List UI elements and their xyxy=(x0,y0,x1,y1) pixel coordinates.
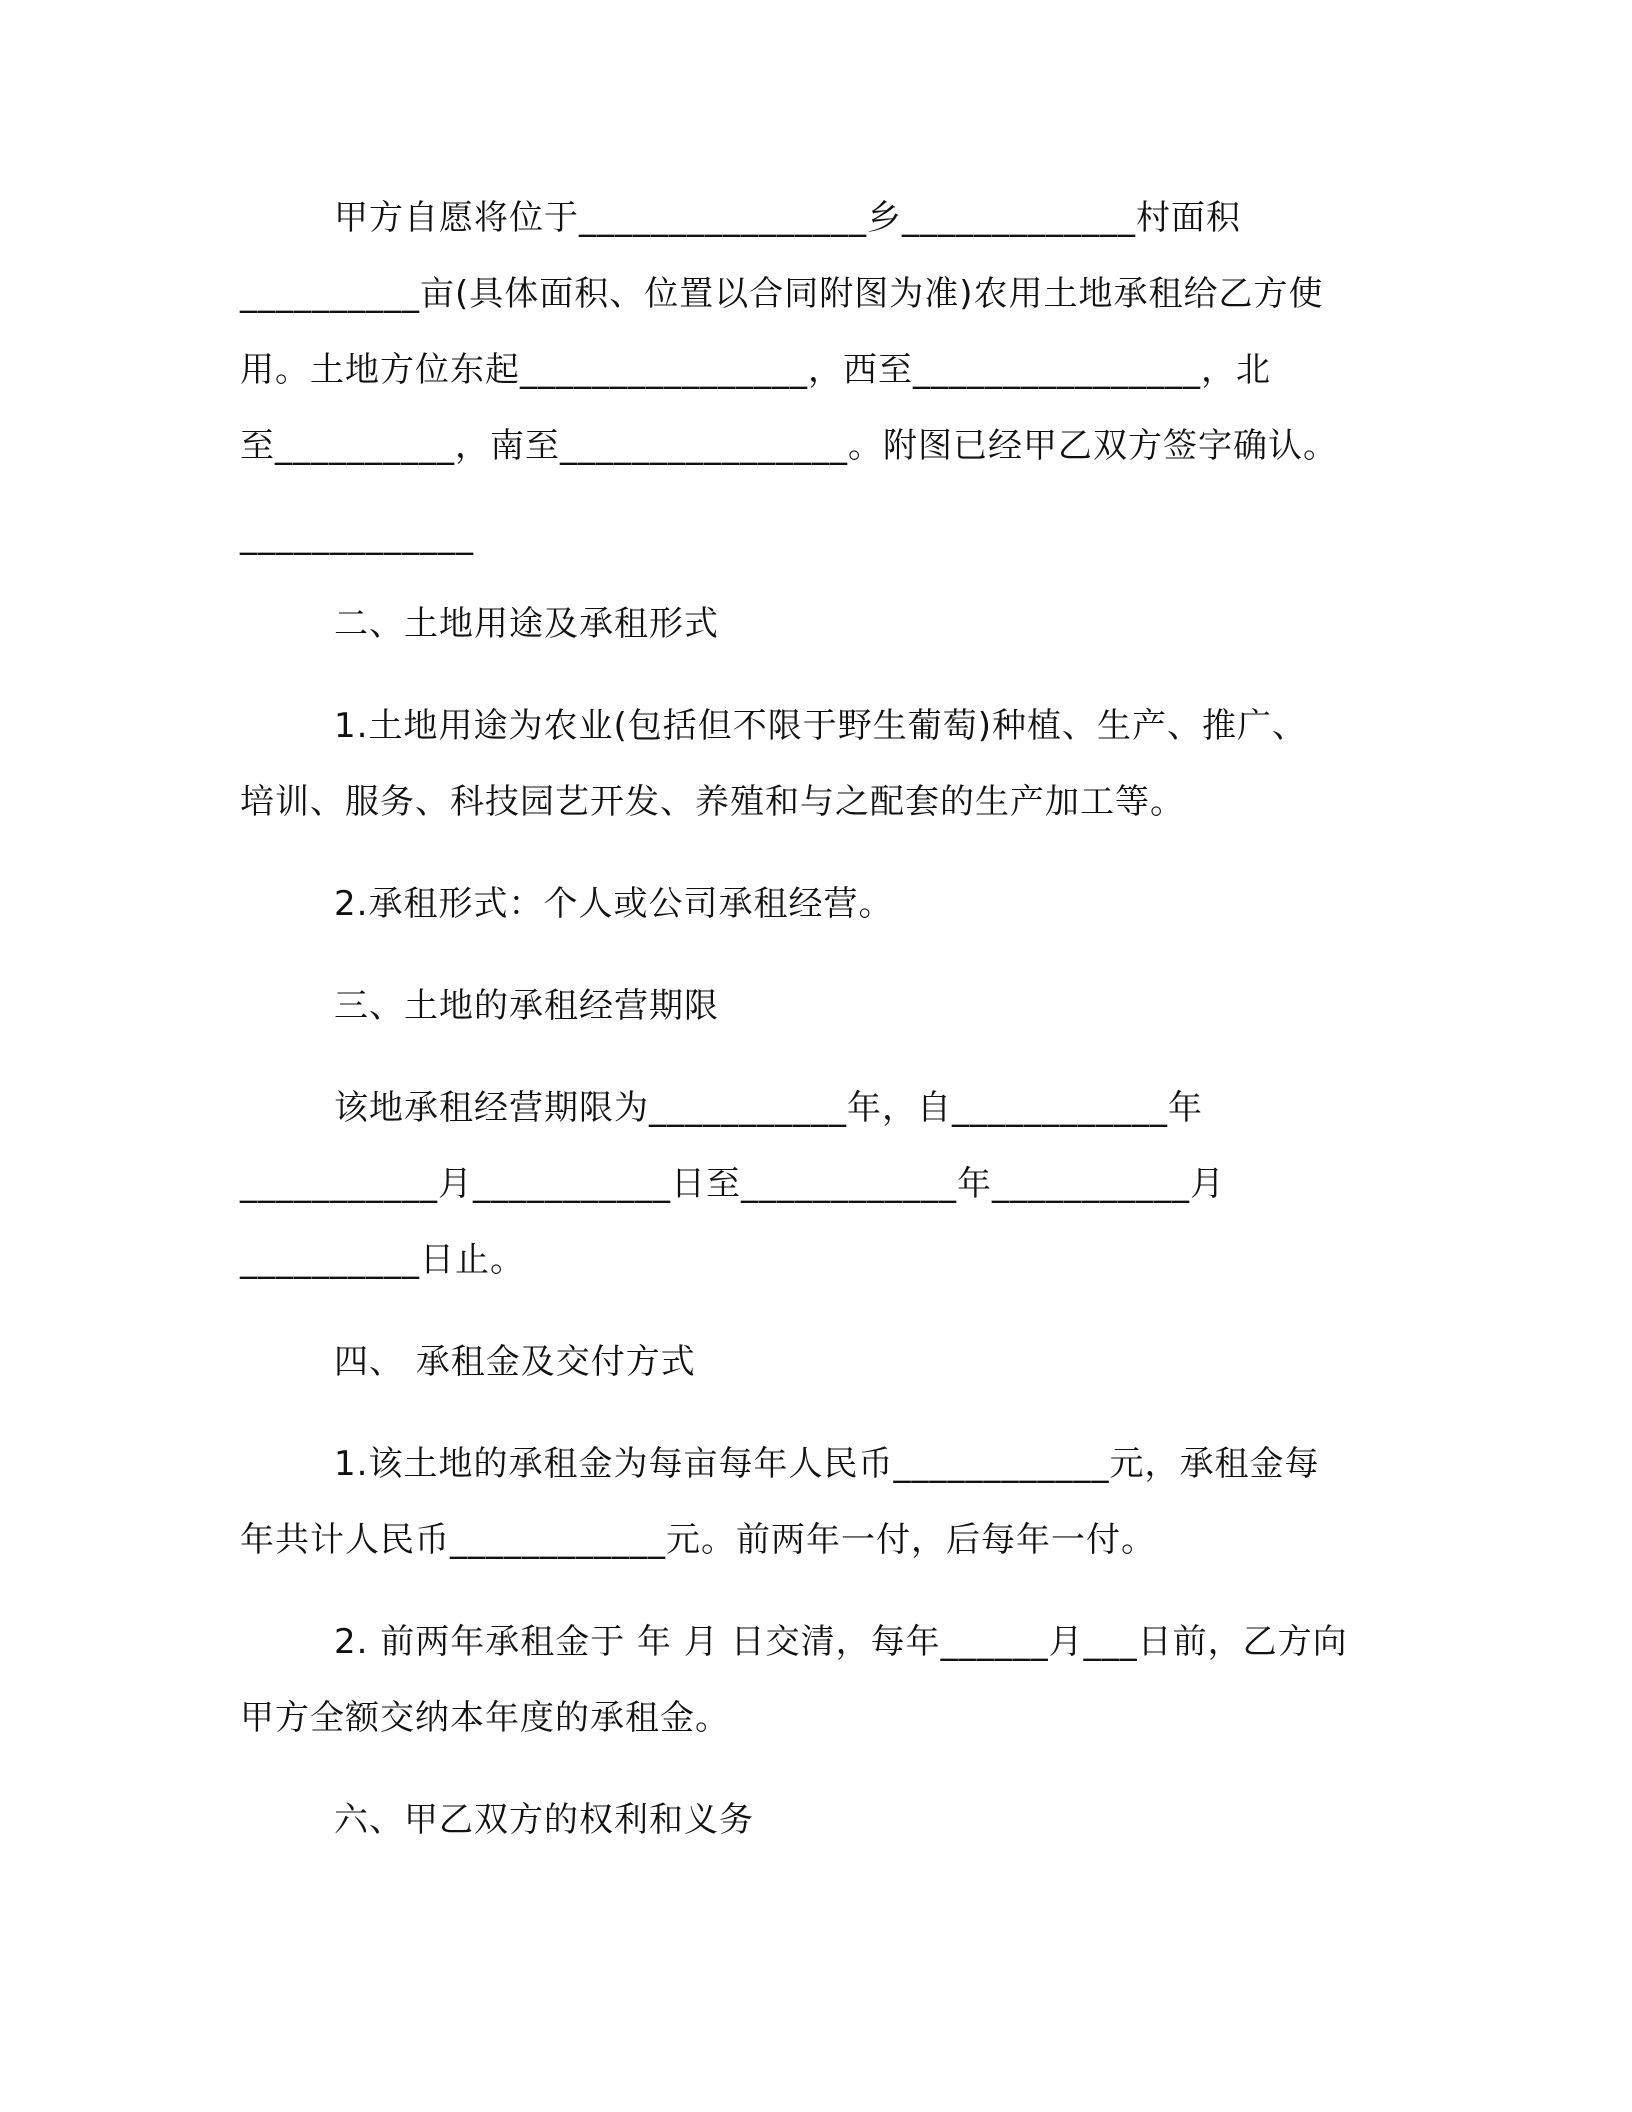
paragraph-line: __________日止。 xyxy=(240,1240,525,1280)
paragraph-line: _____________ xyxy=(240,516,474,556)
paragraph-line: ___________月___________日至____________年___________月 xyxy=(240,1164,1225,1204)
paragraph-line: 甲方自愿将位于________________乡_____________村面积 xyxy=(334,198,1241,238)
section-heading: 二、土地用途及承租形式 xyxy=(334,604,719,644)
paragraph-line: 2.承租形式：个人或公司承租经营。 xyxy=(334,884,894,924)
section-heading: 四、 承租金及交付方式 xyxy=(334,1342,696,1382)
paragraph-line: 年共计人民币____________元。前两年一付，后每年一付。 xyxy=(240,1520,1156,1560)
paragraph-line: 甲方全额交纳本年度的承租金。 xyxy=(240,1698,730,1738)
paragraph-line: 至__________，南至________________。附图已经甲乙双方签字确认。 xyxy=(240,426,1338,466)
paragraph-line: 该地承租经营期限为___________年，自____________年 xyxy=(334,1088,1203,1128)
section-heading: 六、甲乙双方的权利和义务 xyxy=(334,1800,754,1840)
section-heading: 三、土地的承租经营期限 xyxy=(334,986,719,1026)
paragraph-line: 1.土地用途为农业(包括但不限于野生葡萄)种植、生产、推广、 xyxy=(334,706,1307,746)
paragraph-line: 培训、服务、科技园艺开发、养殖和与之配套的生产加工等。 xyxy=(240,782,1185,822)
paragraph-line: 2. 前两年承租金于 年 月 日交清，每年______月___日前，乙方向 xyxy=(334,1622,1348,1662)
paragraph-line: __________亩(具体面积、位置以合同附图为准)农用土地承租给乙方使 xyxy=(240,274,1324,314)
paragraph-line: 1.该土地的承租金为每亩每年人民币____________元，承租金每 xyxy=(334,1444,1320,1484)
paragraph-line: 用。土地方位东起________________，西至________________，北 xyxy=(240,350,1271,390)
